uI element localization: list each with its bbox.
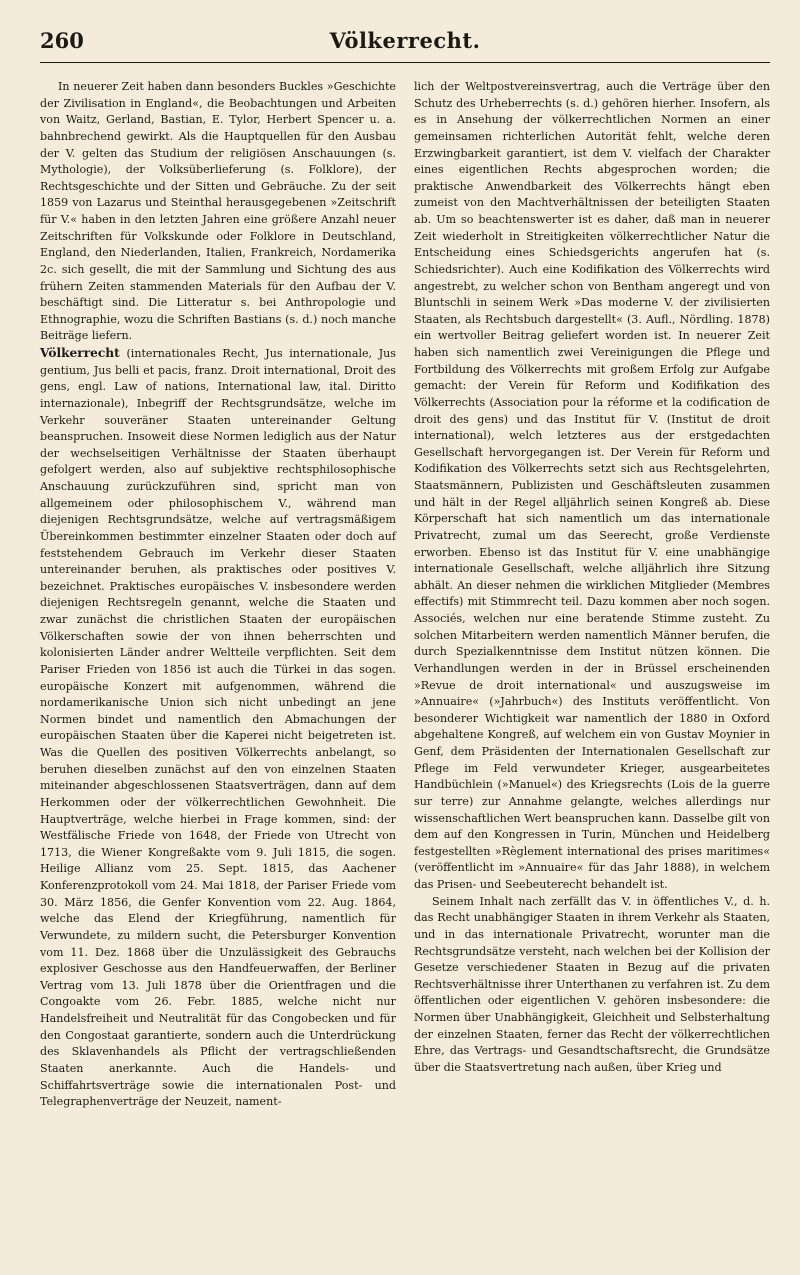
entry-headword: Völkerrecht xyxy=(40,346,120,360)
page-header xyxy=(40,26,770,63)
content-division-paragraph: Seinem Inhalt nach zerfällt das V. in öffentliches V., d. h. das Recht unabhängiger Staaten in ihrem Verkehr als Staaten, und in das internationale Privatrecht, worunter man die Rechtsgrundsätze versteht, nach welchen bei der Kollision der Gesetze verschiedener Staaten in Bezug auf die privaten Rechtsverhältnisse ihrer Unterthanen zu verfahren ist. Zu dem öffentlichen oder eigentlichen V. gehören insbesondere: die Normen über Unabhängigkeit, Gleichheit und Selbsterhaltung der einzelnen Staaten, ferner das Recht der völkerrechtlichen Ehre, das Vertrags- und Gesandtschaftsrecht, die Grundsätze über die Staatsvertretung nach außen, über Krieg und xyxy=(414,894,770,1074)
intro-paragraph: In neuerer Zeit haben dann besonders Buckles »Geschichte der Zivilisation in England«, die Beobachtungen und Arbeiten von Waitz, Gerland, Bastian, E. Tylor, Herbert Spencer u. a. bahnbrechend gewirkt. Als die Hauptquellen für den Ausbau der V. gelten das Studium der religiösen Anschauungen (s. Mythologie), der Volksüberlieferung (s. Folklore), der Rechtsgeschichte und der Sitten und Gebräuche. Zu der seit 1859 von Lazarus und Steinthal herausgegebenen »Zeitschrift für V.« haben in den letzten Jahren eine größere Anzahl neuer Zeitschriften für Volkskunde oder Folklore in Deutschland, England, den Niederlanden, Italien, Frankreich, Nordamerika 2c. sich gesellt, die mit der Sammlung und Sichtung des aus frühern Zeiten stammenden Materials für den Aufbau der V. beschäftigt sind. Die Litteratur s. bei Anthropologie und Ethnographie, wozu die Schriften Bastians (s. d.) noch manche Beiträge liefern. xyxy=(40,80,396,343)
entry-body-text: (internationales Recht, Jus internationale, Jus gentium, Jus belli et pacis, franz. Droit international, Droit des gens, engl. Law of nations, International law, ital. Diritto internazionale), Inbegriff der Rechtsgrundsätze, welche im Verkehr souveräner Staaten untereinander Geltung beanspruchen. Insoweit diese Normen lediglich aus der Natur der wechselseitigen Verhältnisse der Staaten überhaupt gefolgert werden, also auf subjektive rechtsphilosophische Anschauung zurückzuführen sind, spricht man von allgemeinem oder philosophischem V., während man diejenigen Rechtsgrundsätze, welche auf vertragsmäßigem Übereinkommen bestimmter einzelner Staaten oder doch auf feststehendem Gebrauch im Verkehr dieser Staaten untereinander beruhen, als praktisches oder positives V. bezeichnet. Praktisches europäisches V. insbesondere werden diejenigen Rechtsregeln genannt, welche die Staaten und zwar zunächst die christlichen Staaten der europäischen Völkerschaften sowie der von ihnen beherrschten und kolonisierten Länder andrer Weltteile verpflichten. Seit dem Pariser Frieden von 1856 ist auch die Türkei in das sogen. europäische Konzert mit aufgenommen, während die nordamerikanische Union sich nicht unbedingt an jene Normen bindet und namentlich den Abmachungen der europäischen Staaten über die Kaperei nicht beigetreten ist. Was die Quellen des positiven Völkerrechts anbelangt, so beruhen dieselben zunächst auf den von einzelnen Staaten miteinander abgeschlossenen Staatsverträgen, dann auf dem Herkommen oder der völkerrechtlichen Gewohnheit. Die Hauptverträge, welche hierbei in Frage kommen, sind: der Westfälische Friede von 1648, der Friede von Utrecht von 1713, die Wiener Kongreßakte vom 9. Juli 1815, die sogen. Heilige Allianz vom 25. Sept. 1815, das Aachener Konferenzprotokoll vom 24. Mai 1818, der Pariser Friede vom 30. März 1856, die Genfer Konvention vom 22. Aug. 1864, welche das Elend der Kriegführung, namentlich für Verwundete, zu mildern sucht, die Petersburger Konvention vom 11. Dez. 1868 über die Unzulässigkeit des Gebrauchs explosiver Geschosse aus den Handfeuerwaffen, der Berliner Vertrag vom 13. Juli 1878 über die Orientfragen und die Congoakte vom 26. Febr. 1885, welche nicht nur Handelsfreiheit und Neutralität für das Congobecken und für den Congostaat garantierte, sondern auch die Unterdrückung des Sklavenhandels als Pflicht der vertragschließenden Staaten anerkannte. Auch die Handels- und Schiffahrtsverträge sowie die internationalen Post- und Telegraphenverträge der Neuzeit, nament- xyxy=(40,347,396,1109)
page-number: 260 xyxy=(40,28,84,53)
entry-paragraph xyxy=(40,345,396,1111)
right-column xyxy=(414,79,770,1111)
text-columns xyxy=(40,79,770,1111)
left-column xyxy=(40,79,396,1111)
continuation-paragraph: lich der Weltpostvereinsvertrag, auch die Verträge über den Schutz des Urheberrechts (s. d.) gehören hierher. Insofern, als es in Ansehung der völkerrechtlichen Normen an einer gemeinsamen richterlichen Autorität fehlt, welche deren Erzwingbarkeit garantiert, ist dem V. vielfach der Charakter eines eigentlichen Rechts abgesprochen worden; die praktische Anwendbarkeit des Völkerrechts hängt eben zumeist von den Machtverhältnissen der beteiligten Staaten ab. Um so beachtenswerter ist es daher, daß man in neuerer Zeit wiederholt in Streitigkeiten völkerrechtlicher Natur die Entscheidung eines Schiedsgerichts angerufen hat (s. Schiedsrichter). Auch eine Kodifikation des Völkerrechts wird angestrebt, zu welcher schon von Bentham angeregt und von Bluntschli in seinem Werk »Das moderne V. der zivilisierten Staaten, als Rechtsbuch dargestellt« (3. Aufl., Nördling. 1878) ein wertvoller Beitrag geliefert worden ist. In neuerer Zeit haben sich namentlich zwei Vereinigungen die Pflege und Fortbildung des Völkerrechts mit großem Erfolg zur Aufgabe gemacht: der Verein für Reform und Kodifikation des Völkerrechts (Association pour la réforme et la codification de droit des gens) und das Institut für V. (Institut de droit international), welch letzteres aus der erstgedachten Gesellschaft hervorgegangen ist. Der Verein für Reform und Kodifikation des Völkerrechts setzt sich aus Rechtsgelehrten, Staatsmännern, Publizisten und Geschäftsleuten zusammen und hält in der Regel alljährlich seinen Kongreß ab. Diese Körperschaft hat sich namentlich um das internationale Privatrecht, zumal um das Seerecht, große Verdienste erworben. Ebenso ist das Institut für V. eine unabhängige internationale Gesellschaft, welche alljährlich ihre Sitzung abhält. An dieser nehmen die wirklichen Mitglieder (Membres effectifs) mit Stimmrecht teil. Dazu kommen aber noch sogen. Associés, welchen nur eine beratende Stimme zusteht. Zu solchen Mitarbeitern werden namentlich Männer berufen, die durch Spezialkenntnisse dem Institut nützen können. Die Verhandlungen werden in der in Brüssel erscheinenden »Revue de droit international« und auszugsweise im »Annuaire« (»Jahrbuch«) des Instituts veröffentlicht. Von besonderer Wichtigkeit war namentlich der 1880 in Oxford abgehaltene Kongreß, auf welchem ein von Gustav Moynier in Genf, dem Präsidenten der Internationalen Gesellschaft zur Pflege im Feld verwundeter Krieger, ausgearbeitetes Handbüchlein (»Manuel«) des Kriegsrechts (Lois de la guerre sur terre) zur Annahme gelangte, welches allerdings nur wissenschaftlichen Wert beanspruchen kann. Dasselbe gilt von dem auf den Kongressen in Turin, München und Heidelberg festgestellten »Règlement international des prises maritimes« (veröffentlicht im »Annuaire« für das Jahr 1888), in welchem das Prisen- und Seebeuterecht behandelt ist. xyxy=(414,80,770,891)
running-title: Völkerrecht. xyxy=(329,28,481,53)
